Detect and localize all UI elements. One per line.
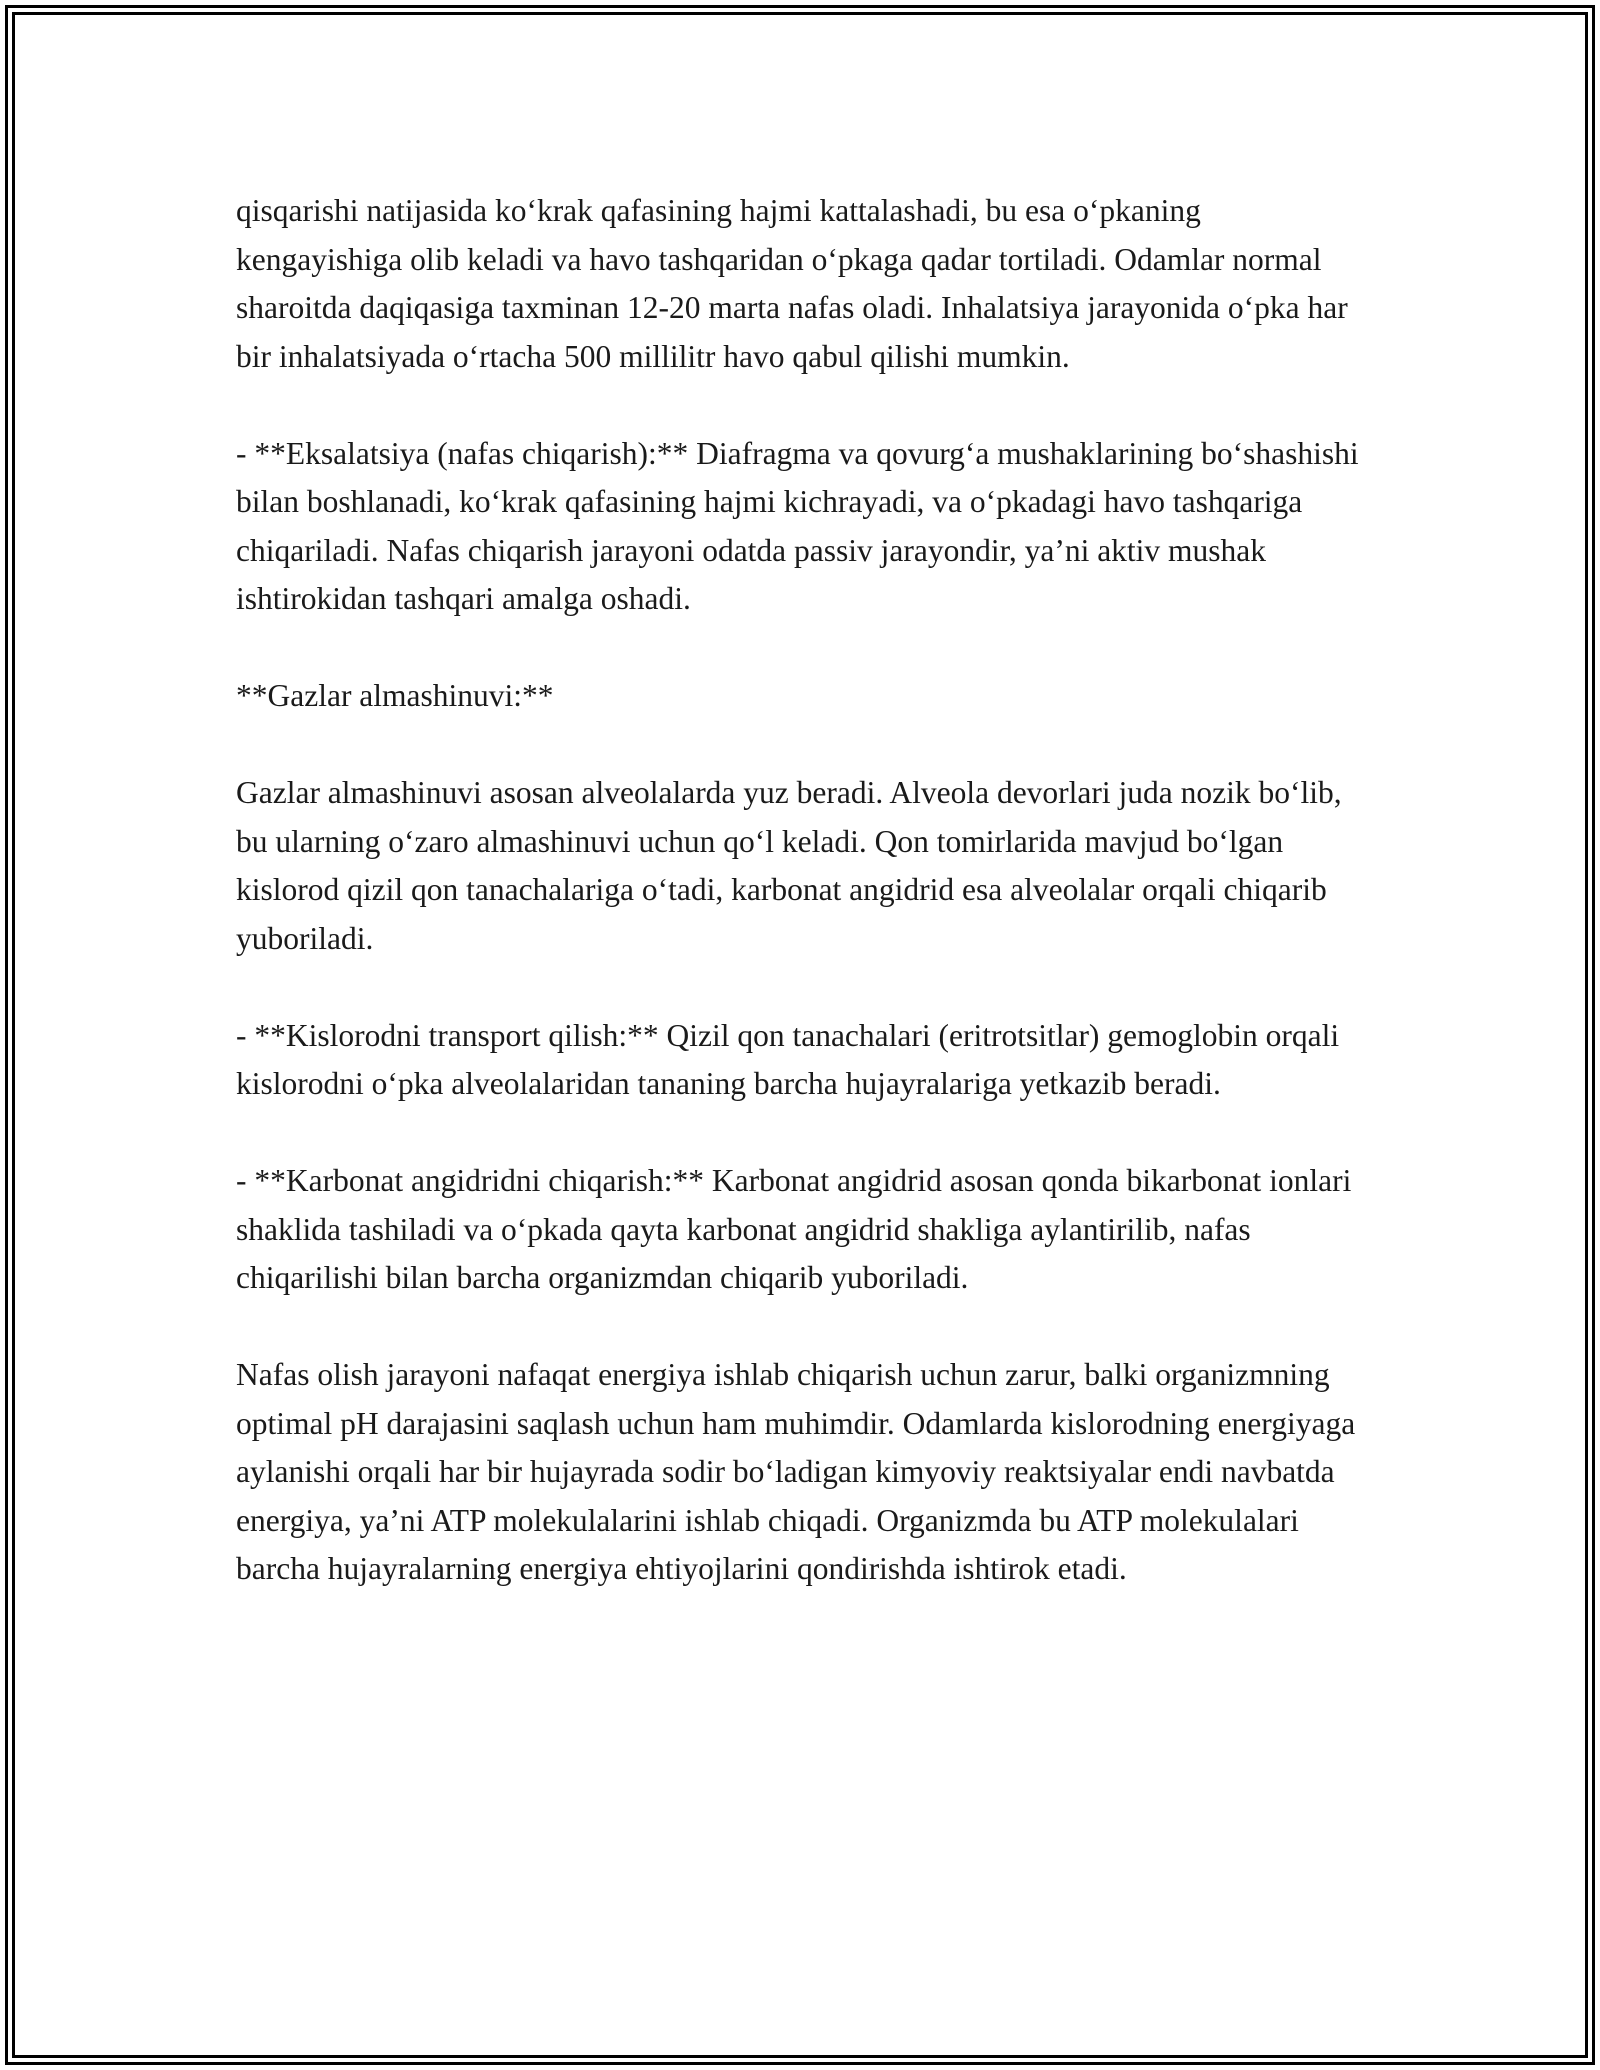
- paragraph-conclusion: Nafas olish jarayoni nafaqat energiya ishlab chiqarish uchun zarur, balki organizmning optimal pH darajasini saqlash uchun ham muhimdir. Odamlarda kislorodning energiyaga aylanishi orqali har bir hujayrada sodir bo‘ladigan kimyoviy reaktsiyalar endi navbatda energiya, ya’ni ATP molekulalarini ishlab chiqadi. Organizmda bu ATP molekulalari barcha hujayralarning energiya ehtiyojlarini qondirishda ishtirok etadi.: [236, 1357, 1356, 1586]
- section-heading-gas-exchange: **Gazlar almashinuvi:**: [236, 678, 554, 713]
- paragraph-co2-removal: - **Karbonat angidridni chiqarish:** Karbonat angidrid asosan qonda bikarbonat ionlari shaklida tashiladi va o‘pkada qayta karbonat angidrid shakliga aylantirilib, nafas chiqarilishi bilan barcha organizmdan chiqarib yuboriladi.: [236, 1163, 1352, 1295]
- paragraph-exhalation: - **Eksalatsiya (nafas chiqarish):** Diafragma va qovurg‘a mushaklarining bo‘shashishi bilan boshlanadi, ko‘krak qafasining hajmi kichrayadi, va o‘pkadagi havo tashqariga chiqariladi. Nafas chiqarish jarayoni odatda passiv jarayondir, ya’ni aktiv mushak ishtirokidan tashqari amalga oshadi.: [236, 435, 1359, 616]
- paragraph-oxygen-transport: - **Kislorodni transport qilish:** Qizil qon tanachalari (eritrotsitlar) gemoglobin orqali kislorodni o‘pka alveolalaridan tananing barcha hujayralariga yetkazib beradi.: [236, 1017, 1340, 1101]
- document-body: [236, 187, 1366, 1594]
- paragraph-inhalation-continued: qisqarishi natijasida ko‘krak qafasining hajmi kattalashadi, bu esa o‘pkaning kengayishiga olib keladi va havo tashqaridan o‘pkaga qadar tortiladi. Odamlar normal sharoitda daqiqasiga taxminan 12-20 marta nafas oladi. Inhalatsiya jarayonida o‘pka har bir inhalatsiyada o‘rtacha 500 millilitr havo qabul qilishi mumkin.: [236, 193, 1348, 374]
- paragraph-gas-exchange: Gazlar almashinuvi asosan alveolalarda yuz beradi. Alveola devorlari juda nozik bo‘lib, bu ularning o‘zaro almashinuvi uchun qo‘l keladi. Qon tomirlarida mavjud bo‘lgan kislorod qizil qon tanachalariga o‘tadi, karbonat angidrid esa alveolalar orqali chiqarib yuboriladi.: [236, 775, 1342, 956]
